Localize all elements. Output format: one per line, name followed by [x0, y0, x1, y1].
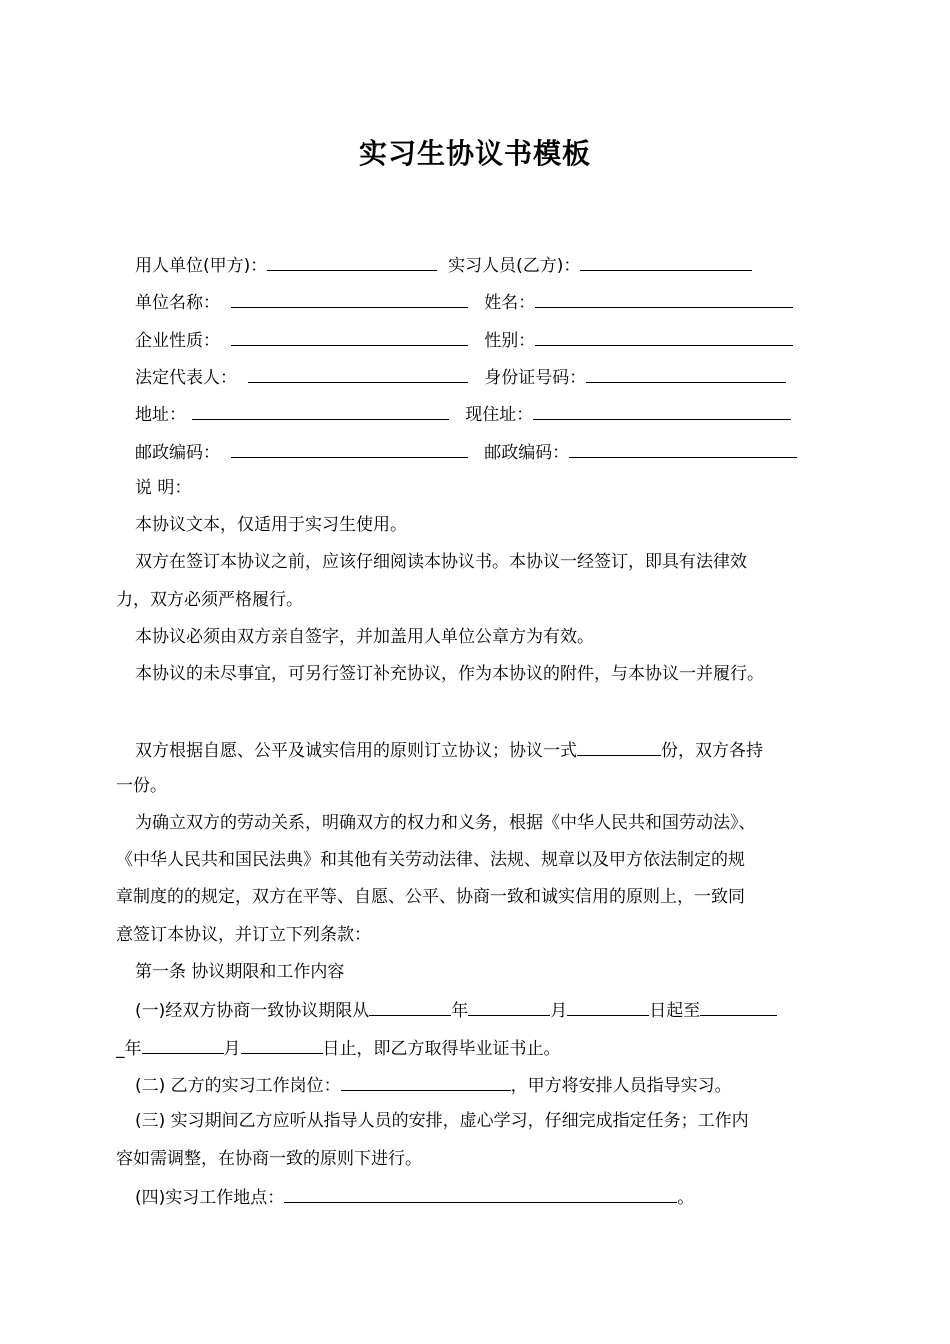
party-row-4: [135, 365, 786, 389]
enterprise-nature-field[interactable]: [231, 328, 468, 346]
clause-2-text-a: (二) 乙方的实习工作岗位：: [135, 1076, 341, 1096]
notes-heading: 说 明：: [135, 478, 192, 498]
note-2-line-2: 力，双方必须严格履行。: [116, 590, 303, 610]
postal-code-field-a[interactable]: [231, 440, 468, 458]
start-year-field[interactable]: [369, 998, 451, 1016]
clause-4: [135, 1185, 694, 1209]
body-p1-line-1: [135, 738, 763, 762]
clause-2: [135, 1073, 732, 1097]
clause-1-year-b: _年: [116, 1039, 142, 1059]
unit-name-field[interactable]: [231, 290, 468, 308]
postal-code-label-a: 邮政编码：: [135, 443, 220, 463]
id-number-label: 身份证号码：: [484, 368, 587, 388]
name-field[interactable]: [535, 290, 793, 308]
end-day-field[interactable]: [241, 1036, 323, 1054]
start-day-field[interactable]: [567, 998, 649, 1016]
clause-4-text-b: 。: [677, 1188, 695, 1208]
body-p2-line-3: 章制度的的规定，双方在平等、自愿、公平、协商一致和诚实信用的原则上，一致同: [116, 887, 745, 907]
employer-field[interactable]: [267, 253, 437, 271]
postal-code-field-b[interactable]: [569, 440, 797, 458]
legal-rep-label: 法定代表人：: [135, 368, 237, 388]
party-row-2: [135, 290, 793, 314]
clause-3-line-1: (三) 实习期间乙方应听从指导人员的安排，虚心学习，仔细完成指定任务；工作内: [135, 1111, 749, 1131]
current-address-field[interactable]: [533, 402, 791, 420]
unit-name-label: 单位名称：: [135, 293, 220, 313]
clause-3-line-2: 容如需调整，在协商一致的原则下进行。: [116, 1149, 422, 1169]
id-number-field[interactable]: [586, 365, 786, 383]
p1-text-a: 双方根据自愿、公平及诚实信用的原则订立协议；协议一式: [135, 741, 577, 761]
note-3: 本协议必须由双方亲自签字，并加盖用人单位公章方为有效。: [135, 627, 594, 647]
start-month-field[interactable]: [468, 998, 550, 1016]
end-month-field[interactable]: [142, 1036, 224, 1054]
end-year-field-a[interactable]: [700, 998, 777, 1016]
party-row-5: [135, 402, 791, 426]
p1-text-b: 份，双方各持: [661, 741, 763, 761]
body-p2-line-4: 意签订本协议，并订立下列条款：: [116, 925, 371, 945]
job-position-field[interactable]: [341, 1073, 511, 1091]
intern-field[interactable]: [580, 253, 752, 271]
body-p2-line-1: 为确立双方的劳动关系，明确双方的权力和义务，根据《中华人民共和国劳动法》、: [135, 813, 756, 833]
clause-1-month-b: 月: [223, 1039, 241, 1059]
postal-code-label-b: 邮政编码：: [484, 443, 570, 463]
party-row-1: [135, 253, 752, 277]
legal-rep-field[interactable]: [248, 365, 468, 383]
clause-1-day-from: 日起至: [649, 1001, 701, 1021]
party-row-3: [135, 328, 793, 352]
body-p1-line-2: 一份。: [116, 776, 167, 796]
gender-field[interactable]: [535, 328, 793, 346]
copies-field[interactable]: [577, 738, 661, 756]
intern-label: 实习人员(乙方)：: [448, 256, 581, 276]
clause-1-line-1: [135, 998, 777, 1022]
enterprise-nature-label: 企业性质：: [135, 331, 220, 351]
address-label: 地址：: [135, 405, 186, 425]
clause-1-end: 日止，即乙方取得毕业证书止。: [322, 1039, 561, 1059]
note-4: 本协议的未尽事宜，可另行签订补充协议，作为本协议的附件，与本协议一并履行。: [135, 664, 764, 684]
clause-1-line-2: [116, 1036, 561, 1060]
clause-1-year: 年: [451, 1001, 469, 1021]
name-label: 姓名：: [484, 293, 536, 313]
clause-2-text-b: ，甲方将安排人员指导实习。: [510, 1076, 732, 1096]
party-row-6: [135, 440, 797, 464]
clause-4-text-a: (四)实习工作地点：: [135, 1188, 285, 1208]
clause-1-text: (一)经双方协商一致协议期限从: [135, 1001, 370, 1021]
clause-1-month: 月: [550, 1001, 568, 1021]
work-location-field[interactable]: [284, 1185, 677, 1203]
gender-label: 性别：: [484, 331, 536, 351]
body-p2-line-2: 《中华人民共和国民法典》和其他有关劳动法律、法规、规章以及甲方依法制定的规: [116, 850, 745, 870]
page-title: 实习生协议书模板: [358, 137, 591, 170]
address-field[interactable]: [192, 402, 449, 420]
current-address-label: 现住址：: [465, 405, 534, 425]
note-2-line-1: 双方在签订本协议之前，应该仔细阅读本协议书。本协议一经签订，即具有法律效: [135, 552, 747, 572]
employer-label: 用人单位(甲方)：: [135, 256, 268, 276]
article-1-heading: 第一条 协议期限和工作内容: [135, 962, 345, 982]
note-1: 本协议文本，仅适用于实习生使用。: [135, 515, 407, 535]
